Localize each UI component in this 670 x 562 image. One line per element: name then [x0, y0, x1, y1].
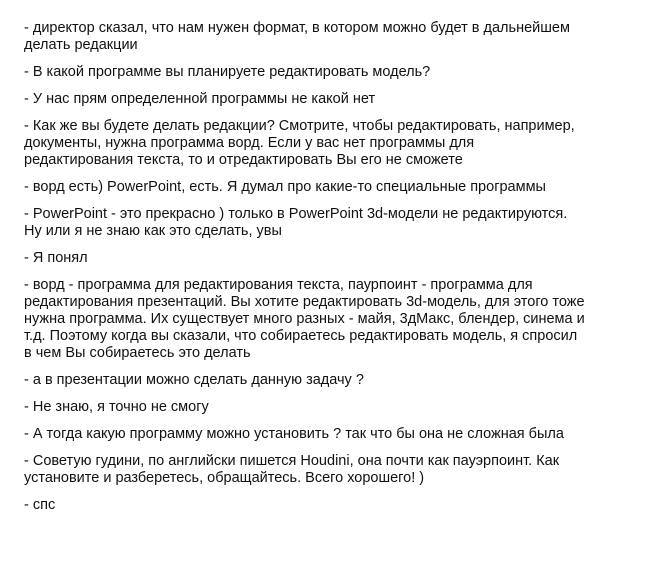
message-line: - Не знаю, я точно не смогу	[24, 399, 209, 415]
message-3	[24, 91, 654, 108]
message-6	[24, 206, 654, 240]
message-line: - PowerPoint - это прекрасно ) только в PowerPoint 3d-модели не редактируются.	[24, 206, 568, 222]
message-5	[24, 179, 654, 196]
message-line: - директор сказал, что нам нужен формат, в котором можно будет в дальнейшем	[24, 20, 570, 36]
message-7	[24, 250, 654, 267]
message-line: редактирования текста, то и отредактировать Вы его не сможете	[24, 152, 463, 168]
message-line: - А тогда какую программу можно установить ? так что бы она не сложная была	[24, 426, 564, 442]
message-line: документы, нужна программа ворд. Если у вас нет программы для	[24, 135, 475, 151]
message-line: - Как же вы будете делать редакции? Смотрите, чтобы редактировать, например,	[24, 118, 575, 134]
message-line: редактирования презентаций. Вы хотите редактировать 3d-модель, для этого тоже	[24, 294, 585, 310]
message-line: - Советую гудини, по английски пишется Houdini, она почти как пауэрпоинт. Как	[24, 453, 560, 469]
message-line: - ворд - программа для редактирования текста, паурпоинт - программа для	[24, 277, 533, 293]
message-11	[24, 426, 654, 443]
message-10	[24, 399, 654, 416]
message-2	[24, 64, 654, 81]
message-1	[24, 20, 654, 54]
message-line: - спс	[24, 497, 56, 513]
message-line: - ворд есть) PowerPoint, есть. Я думал про какие-то специальные программы	[24, 179, 546, 195]
message-line: Ну или я не знаю как это сделать, увы	[24, 223, 282, 239]
message-line: - В какой программе вы планируете редактировать модель?	[24, 64, 431, 80]
message-line: - а в презентации можно сделать данную задачу ?	[24, 372, 364, 388]
message-13	[24, 497, 654, 514]
message-12	[24, 453, 654, 487]
message-line: нужна программа. Их существует много разных - майя, 3дМакс, блендер, синема и	[24, 311, 585, 327]
message-4	[24, 118, 654, 169]
message-8	[24, 277, 654, 362]
message-line: - Я понял	[24, 250, 88, 266]
message-line: - У нас прям определенной программы не какой нет	[24, 91, 376, 107]
message-9	[24, 372, 654, 389]
message-line: установите и разберетесь, обращайтесь. Всего хорошего! )	[24, 470, 425, 486]
message-line: делать редакции	[24, 37, 138, 53]
chat-transcript	[24, 20, 654, 524]
message-line: т.д. Поэтому когда вы сказали, что собираетесь редактировать модель, я спросил	[24, 328, 578, 344]
message-line: в чем Вы собираетесь это делать	[24, 345, 251, 361]
